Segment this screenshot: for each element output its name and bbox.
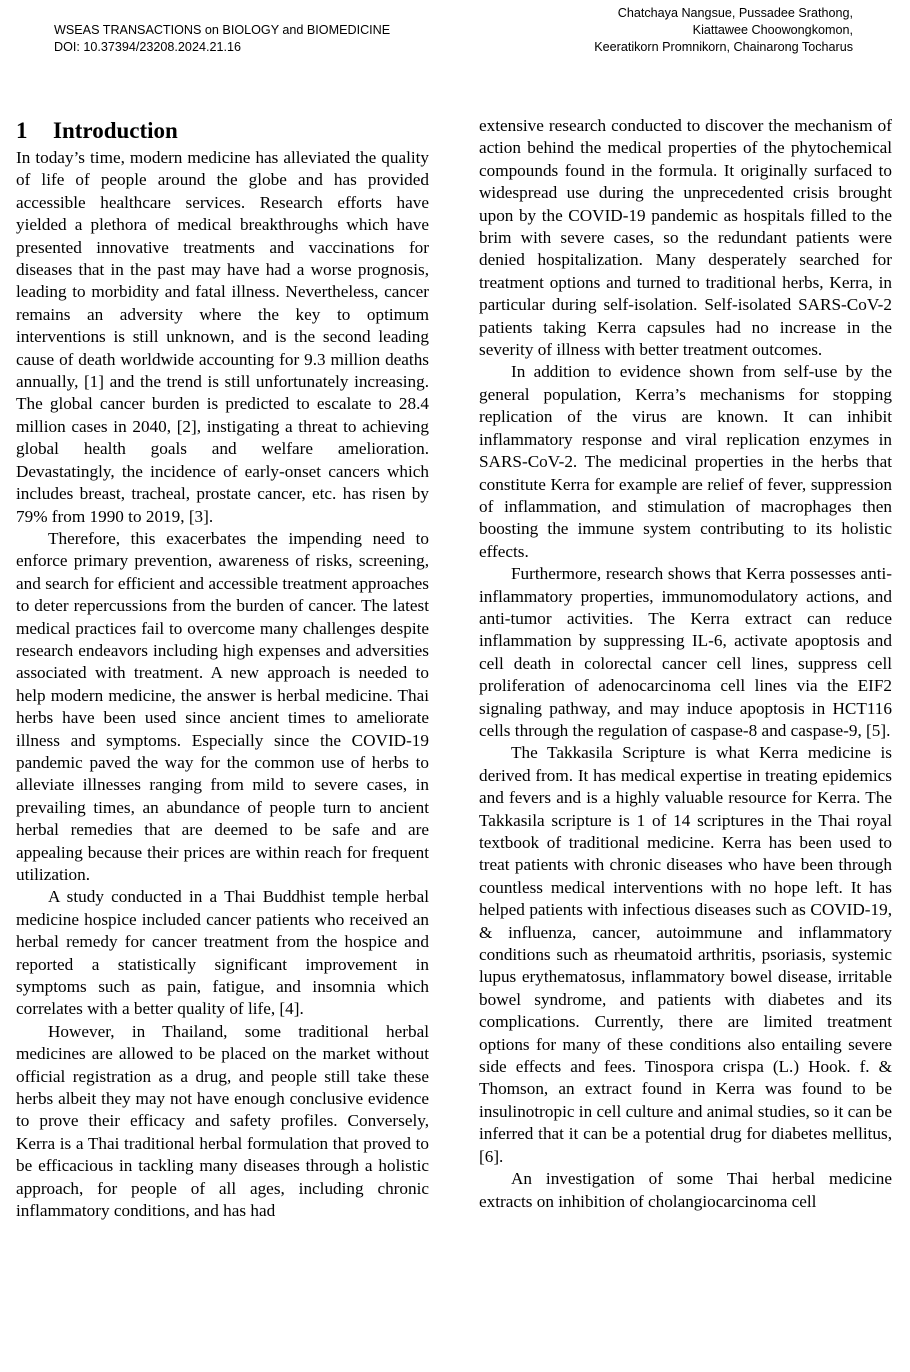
paragraph: An investigation of some Thai herbal medicine extracts on inhibition of cholangiocarcinoma cell — [479, 1169, 892, 1211]
section-heading — [16, 115, 429, 147]
running-header-authors — [594, 5, 853, 56]
authors-line-2: Kiattawee Choowongkomon, — [692, 23, 853, 37]
paragraph: Therefore, this exacerbates the impending need to enforce primary prevention, awareness of risks, screening, and search for efficient and accessible treatment approaches to deter repercussions from the burden of cancer. The latest medical practices fail to overcome many challenges despite research endeavors including high expenses and adversities associated with treatment. A new approach is needed to help modern medicine, the answer is herbal medicine. Thai herbs have been used since ancient times to ameliorate illness and symptoms. Especially since the COVID-19 pandemic paved the way for the common use of herbs to alleviate illnesses ranging from mild to severe cases, in prevailing times, an abundance of people turn to ancient herbal remedies that are deemed to be safe and are appealing because their prices are within reach for frequent utilization. — [16, 528, 429, 884]
journal-name: WSEAS TRANSACTIONS on BIOLOGY and BIOMEDICINE — [54, 23, 391, 37]
paragraph: In addition to evidence shown from self-use by the general population, Kerra’s mechanisms for stopping replication of the virus are known. It can inhibit inflammatory response and viral replication enzymes in SARS-CoV-2. The medicinal properties in the herbs that constitute Kerra for example are relief of fever, suppression of inflammation, and stimulation of macrophages then boosting the immune system contributing to its holistic effects. — [479, 362, 892, 561]
paragraph: A study conducted in a Thai Buddhist temple herbal medicine hospice included cancer patients who received an herbal remedy for cancer treatment from the hospice and reported a statistically significant improvement in symptoms such as pain, fatigue, and insomnia which correlates with a better quality of life, [4]. — [16, 887, 429, 1019]
section-title: Introduction — [53, 118, 178, 143]
running-header-left — [54, 22, 390, 56]
left-column — [16, 115, 429, 1223]
authors-line-1: Chatchaya Nangsue, Pussadee Srathong, — [617, 6, 853, 20]
paragraph: However, in Thailand, some traditional herbal medicines are allowed to be placed on the market without official registration as a drug, and people still take these herbs albeit they may not have enough conclusive evidence to prove their efficacy and safety profiles. Conversely, Kerra is a Thai traditional herbal formulation that proved to be efficacious in tackling many diseases through a holistic approach, for people of all ages, including chronic inflammatory conditions, and has had — [16, 1021, 429, 1221]
paragraph: In today’s time, modern medicine has alleviated the quality of life of people around the globe and has provided accessible healthcare services. Research efforts have yielded a plethora of medical breakthroughs which have presented innovative treatments and vaccinations for diseases that in the past may have had a worse prognosis, leading to morbidity and fatal illness. Nevertheless, cancer remains an adversity where the key to optimum interventions is still unknown, and is the second leading cause of death worldwide accounting for 9.3 million deaths annually, [1] and the trend is still unfortunately increasing. The global cancer burden is predicted to escalate to 28.4 million cases in 2040, [2], instigating a threat to achieving global health goals and welfare amelioration. Devastatingly, the incidence of early-onset cancers which includes breast, tracheal, prostate cancer, etc. has risen by 79% from 1990 to 2019, [3]. — [16, 148, 429, 526]
doi: DOI: 10.37394/23208.2024.21.16 — [54, 40, 241, 54]
paragraph: The Takkasila Scripture is what Kerra medicine is derived from. It has medical expertise in treating epidemics and fevers and is a highly valuable resource for Kerra. The Takkasila scripture is 1 of 14 scriptures in the Thai royal textbook of traditional medicine. Kerra has been used to treat patients with chronic diseases who have been through countless medical interventions with no hope left. It has helped patients with infectious diseases such as COVID-19, & influenza, cancer, autoimmune and inflammatory conditions such as rheumatoid arthritis, psoriasis, systemic lupus erythematosus, inflammatory bowel disease, irritable bowel syndrome, and patients with diabetes and its complications. Currently, there are limited treatment options for many of these conditions also entailing severe side effects and fees. Tinospora crispa (L.) Hook. f. & Thomson, an extract found in Kerra was found to be insulinotropic in cell culture and animal studies, so it can be inferred that it can be a potential drug for diabetes mellitus, [6]. — [479, 743, 892, 1166]
paragraph: Furthermore, research shows that Kerra possesses anti-inflammatory properties, immunomodulatory actions, and anti-tumor activities. The Kerra extract can reduce inflammation by suppressing IL-6, activate apoptosis and cell death in colorectal cancer cell lines, suppress cell proliferation of adenocarcinoma cell lines via the EIF2 signaling pathway, and may induce apoptosis in HCT116 cells through the regulation of caspase-8 and caspase-9, [5]. — [479, 564, 892, 740]
right-column — [479, 115, 892, 1213]
authors-line-3: Keeratikorn Promnikorn, Chainarong Tocharus — [594, 40, 853, 54]
section-number: 1 — [16, 118, 28, 143]
paragraph-continued: extensive research conducted to discover the mechanism of action behind the medical properties of the phytochemical compounds found in the formula. It originally surfaced to widespread use during the unprecedented crisis brought upon by the COVID-19 pandemic as hospitals filled to the brim with severe cases, so the redundant patients were denied hospitalization. Many desperately searched for treatment options and turned to traditional herbs, Kerra, in particular during self-isolation. Self-isolated SARS-CoV-2 patients taking Kerra capsules had no increase in the severity of illness with better treatment outcomes. — [479, 116, 892, 360]
